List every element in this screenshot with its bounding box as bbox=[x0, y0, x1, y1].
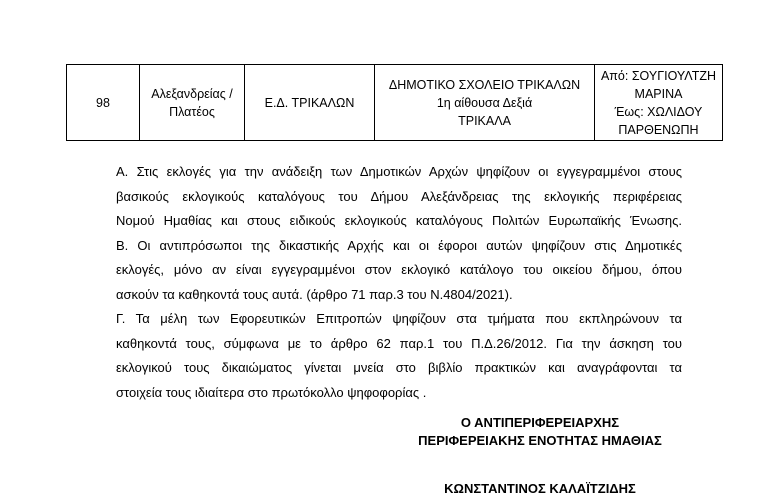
paragraph-a bbox=[116, 160, 682, 405]
signature-name-block bbox=[380, 480, 700, 498]
station-number-cell bbox=[67, 65, 140, 141]
text-line: Νομού Ημαθίας και στους ειδικούς εκλογικούς καταλόγους Πολιτών Ευρωπαϊκής Ένωσης. bbox=[116, 213, 682, 228]
area-line: Αλεξανδρείας / bbox=[151, 86, 233, 101]
text-line: εκλογικού τους δικαιώματος γίνεται μνεία στο βιβλίο πρακτικών και αναγράφονται τα bbox=[116, 360, 682, 375]
area-cell bbox=[140, 65, 245, 141]
text-line: Β. Οι αντιπρόσωποι της δικαστικής Αρχής και οι έφοροι αυτών ψηφίζουν στις Δημοτικές bbox=[116, 237, 682, 253]
range-line: ΜΑΡΙΝΑ bbox=[634, 86, 683, 101]
range-line: ΠΑΡΘΕΝΩΠΗ bbox=[618, 122, 699, 137]
location-line: ΔΗΜΟΤΙΚΟ ΣΧΟΛΕΙΟ ΤΡΙΚΑΛΩΝ bbox=[388, 77, 581, 92]
table-row bbox=[67, 65, 723, 141]
signature-name: ΚΩΝΣΤΑΝΤΙΝΟΣ ΚΑΛΑΪΤΖΙΔΗΣ bbox=[444, 481, 636, 496]
location-line: ΤΡΙΚΑΛΑ bbox=[458, 113, 511, 128]
signature-title: ΠΕΡΙΦΕΡΕΙΑΚΗΣ ΕΝΟΤΗΤΑΣ ΗΜΑΘΙΑΣ bbox=[418, 433, 662, 448]
text-line: ασκούν τα καθηκοντά τους αυτά. (άρθρο 71 παρ.3 του Ν.4804/2021). bbox=[116, 286, 513, 302]
text-line: στοιχεία τους ιδιαίτερα στο πρωτόκολλο ψηφοφορίας . bbox=[116, 384, 427, 400]
unit-text: Ε.Δ. ΤΡΙΚΑΛΩΝ bbox=[264, 95, 355, 110]
station-number: 98 bbox=[96, 95, 110, 110]
text-line: βασικούς εκλογικούς καταλόγους του Δήμου Αλεξάνδρειας της εκλογικής περιφέρειας bbox=[116, 188, 682, 204]
polling-station-table bbox=[66, 64, 723, 141]
range-line: Έως: ΧΩΛΙΔΟΥ bbox=[614, 104, 703, 119]
signature-block bbox=[380, 414, 700, 450]
area-line: Πλατέος bbox=[169, 104, 215, 119]
signature-title: Ο ΑΝΤΙΠΕΡΙΦΕΡΕΙΑΡΧΗΣ bbox=[460, 415, 620, 430]
location-line: 1η αίθουσα Δεξιά bbox=[436, 95, 533, 110]
range-line: Από: ΣΟΥΓΙΟΥΛΤΖΗ bbox=[600, 68, 717, 83]
text-line: καθηκοντά τους, σύμφωνα με το άρθρο 62 παρ.1 του Π.Δ.26/2012. Για την άσκηση του bbox=[116, 335, 682, 351]
text-line: Γ. Τα μέλη των Εφορευτικών Επιτροπών ψηφίζουν στα τμήματα που εκπληρώνουν τα bbox=[116, 311, 682, 326]
unit-cell bbox=[245, 65, 375, 141]
location-cell bbox=[375, 65, 595, 141]
voter-range-cell bbox=[595, 65, 723, 141]
text-line: Α. Στις εκλογές για την ανάδειξη των Δημοτικών Αρχών ψηφίζουν οι εγγεγραμμένοι στους bbox=[116, 164, 682, 179]
text-line: εκλογές, μόνο αν είναι εγγεγραμμένοι στον εκλογικό κατάλογο του οικείου δήμου, όπου bbox=[116, 262, 682, 277]
